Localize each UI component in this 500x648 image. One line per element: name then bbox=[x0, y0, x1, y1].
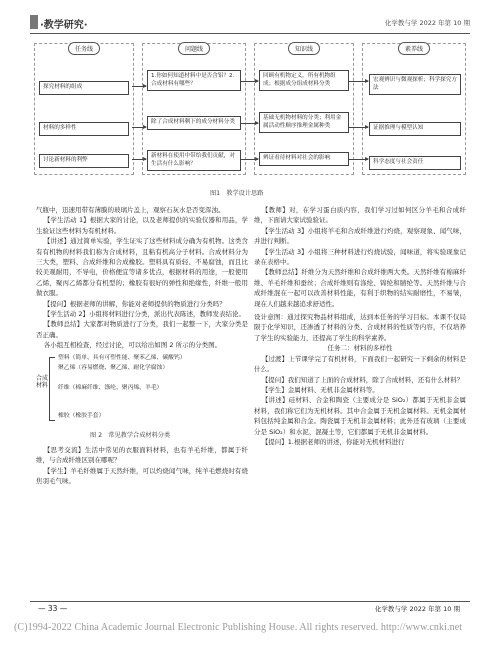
design-intent: 设计意图：通过探究物品材料组成，达到本任务的学习目标。本课不仅局限于化学知识，还渗透了材料的分类、合成材料的性质等内容，不仅培养了学生的实验能力，还提高了学生的科学素养。 bbox=[254, 313, 466, 342]
right-paragraph-2: 【学生活动 3】小组将羊毛和合成纤维进行灼烧，观察现象、闻气味，并进行判断。 bbox=[254, 226, 466, 246]
lane-literacy bbox=[362, 43, 466, 175]
lane-head-task: 任务线 bbox=[68, 42, 100, 55]
fig2-item-polyethylene: 聚乙烯（容易燃烧、聚乙烯、耐化学腐蚀） bbox=[58, 364, 169, 371]
left-paragraph-6: 【教师总结】大家都对物质进行了分类，我们一起整一下，大家分类是否正确。 bbox=[36, 320, 248, 339]
lane-question bbox=[142, 43, 246, 175]
copyright-watermark: (C)1994-2022 China Academic Journal Electronic Publishing House. All rights reserved. http://www.cnki.net bbox=[14, 622, 463, 633]
question-box-1: 1.你如何知道材料中是否含铝？2.合成材料有哪些？ bbox=[147, 70, 241, 91]
fig2-item-plastic: 塑料（简单、具有可塑性能、聚苯乙烯、碳酸钙） bbox=[58, 354, 186, 361]
right-paragraph-3: 【学生活动 3】小组将三种材料进行灼烧试验，闻味道，将实验现象记录在表格中。 bbox=[254, 247, 466, 267]
classification-figure bbox=[36, 355, 248, 443]
page-number: — 33 — bbox=[38, 604, 68, 613]
header-rule bbox=[30, 33, 470, 34]
journal-info: 化学教与学 2022 年第 10 期 bbox=[384, 19, 470, 27]
arrow-3 bbox=[132, 159, 146, 160]
teaching-design-diagram bbox=[34, 43, 466, 183]
figure1-caption: 图1 教学设计思路 bbox=[210, 190, 264, 197]
task-box-2: 材料的多样性 bbox=[39, 122, 129, 136]
arrow-9 bbox=[348, 159, 368, 160]
left-paragraph-1: 气瓶中，迅速用带有薄膜的玻璃片盖上，观察石灰水是否变浑浊。 bbox=[36, 206, 225, 214]
figure2-caption: 图 2 常见教学合成材料分类 bbox=[90, 431, 171, 439]
literacy-box-1: 宏观辨识与微观探析；科学探究方法 bbox=[369, 74, 461, 95]
lane-knowledge bbox=[254, 43, 354, 175]
arrow-4 bbox=[240, 81, 258, 82]
left-paragraph-9: 【学生】羊毛纤维属于天然纤维，可以灼烧闻气味，纯羊毛燃烧时有烧焦羽毛气味。 bbox=[36, 466, 248, 485]
arrow-8 bbox=[348, 127, 368, 128]
arrow-6 bbox=[240, 159, 258, 160]
literacy-box-3: 科学态度与社会责任 bbox=[369, 156, 461, 170]
lane-task bbox=[34, 43, 134, 175]
left-paragraph-3: 【讲述】通过简单实验，学生证实了这些材料成分确为有机物。这类含有有机物的材料我们称为合成材料，且粘有机高分子材料。合成材料分为三大类，塑料、合成纤维和合成橡胶。塑料具有质轻、不易腐蚀，而且比较美观耐用，不导电，价格便宜等诸多优点，根据材料的用途，一般使用乙烯，聚丙乙烯都分有机型的；橡胶有很好的弹性和绝缘性，纤维一般用做衣服。 bbox=[36, 237, 248, 298]
right-column bbox=[254, 205, 466, 447]
arrow-5 bbox=[240, 123, 258, 124]
knowledge-box-3: 辨证看待材料对社会的影响 bbox=[259, 152, 349, 166]
footer-rule bbox=[30, 601, 470, 602]
knowledge-box-2: 基础无机物材料的分类；利用金属活动性顺序推理金属种类 bbox=[259, 112, 349, 133]
left-paragraph-7: 各小组互相检查，经过讨论，可以给出如图 2 所示的分类图。 bbox=[43, 341, 222, 350]
left-column bbox=[36, 205, 248, 486]
arrow-1 bbox=[132, 86, 146, 87]
right-paragraph-8: 【提问】我们知道了上面的合成材料，除了合成材料，还有什么材料？ bbox=[261, 375, 464, 384]
fig2-root-label: 合成材料 bbox=[36, 374, 49, 390]
fig2-brace bbox=[49, 357, 55, 421]
fig2-item-fiber: 纤维（棉麻纤维、涤纶、聚丙烯、羊毛） bbox=[58, 384, 163, 391]
lane-head-question: 问题线 bbox=[178, 42, 210, 55]
task-two-heading: 任务二：材料的多样性 bbox=[327, 344, 393, 353]
lane-head-literacy: 素养线 bbox=[398, 42, 430, 55]
left-paragraph-8: 【思考交流】生活中常见的衣服面料材料，也有羊毛纤维，都属于纤维，与合成纤维区别在哪呢？ bbox=[36, 445, 248, 465]
literacy-box-2: 证据推理与模型认知 bbox=[369, 122, 461, 136]
knowledge-box-1: 回顾有机物定义，所有机物组成；根据成分组成材料分类 bbox=[259, 70, 349, 91]
fig2-item-rubber: 橡胶（橡胶手套） bbox=[58, 412, 105, 419]
right-paragraph-11: 【提问】1.根据老师的讲述，你能对无机材料进行 bbox=[261, 437, 405, 446]
task-box-1: 探究材料的组成 bbox=[39, 81, 129, 95]
arrow-7 bbox=[348, 81, 368, 82]
right-paragraph-4: 【教师总结】纤维分为天然纤维和合成纤维两大类。天然纤维有棉麻纤维、羊毛纤维和蚕丝；合成纤维则有涤纶、锦纶和腈纶等。天然纤维与合成纤维混在一起可以改善材料性能，有利于织物的结实耐磨性，不易皱，现在人们越来越追求舒适性。 bbox=[254, 268, 466, 308]
left-paragraph-2: 【学生活动 1】根据大家的讨论，以及老师提供的实验仪器和用品，学生验证这些材料为有机材料。 bbox=[36, 216, 248, 235]
question-box-2: 除了合成材料剩下的成分材料分类 bbox=[147, 116, 241, 130]
right-paragraph-1: 【教师】对，在学习蛋白质内容，我们学习过如何区分羊毛和合成纤维，下面请大家试验验证。 bbox=[254, 206, 466, 225]
footer-journal: 化学教与学 2022 年第 10 期 bbox=[374, 605, 460, 613]
header-mark bbox=[30, 15, 38, 29]
left-paragraph-5: 【学生活动 2】小组将材料进行分类，派出代表陈述，教师发表结论。 bbox=[43, 310, 245, 319]
right-paragraph-9: 【学生】金属材料、无机非金属材料等。 bbox=[261, 385, 379, 394]
right-paragraph-7: 【过渡】上节课学完了有机材料，下面我们一起研究一下剩余的材料是什么。 bbox=[254, 354, 466, 374]
left-paragraph-4: 【提问】根据老师的讲解，你能对老师提供的物质进行分类吗？ bbox=[43, 299, 226, 308]
right-paragraph-10: 【讲述】硅材料、合金和陶瓷（主要成分是 SiO₂）都属于无机非金属材料，我们称它们为无机材料。其中合金属于无机金属材料。无机金属材料包括纯金属和合金。陶瓷属于无机非金属材料；此外还有玻璃（主要成分是 SiO₂）和水泥、混凝土等，它们都属于无机非金属材料。 bbox=[254, 396, 466, 436]
page-header bbox=[30, 14, 470, 32]
section-title: ·教学研究· bbox=[40, 20, 88, 31]
task-box-3: 讨论新材料的利弊 bbox=[39, 154, 129, 168]
lane-head-knowledge: 知识线 bbox=[288, 42, 320, 55]
question-box-3: 新材料在使用中带给我们贡献，对生活有什么影响？ bbox=[147, 150, 241, 171]
arrow-2 bbox=[132, 127, 146, 128]
